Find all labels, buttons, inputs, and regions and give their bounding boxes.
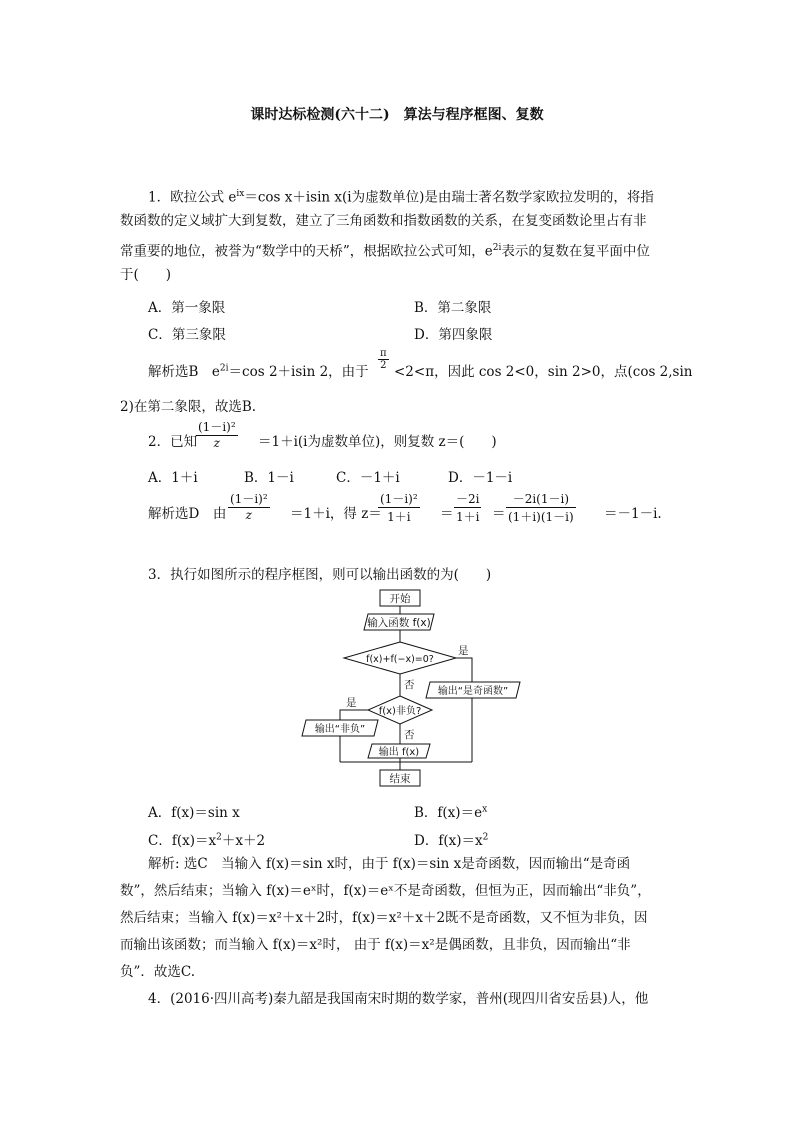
q2-solution-fraction1: $\frac{\text{(1－i)²}}{z}$ — [230, 492, 268, 522]
q2-option-a: A．1＋i — [148, 470, 198, 486]
q1-line3: 常重要的地位，被誉为“数学中的天桥”，根据欧拉公式可知，$e^{2i}$表示的复数在复平面中位 — [120, 243, 650, 260]
q2-solution-mid: ＝1＋i，得 z＝ — [290, 506, 382, 522]
q2-pre: 2．已知 — [148, 434, 198, 450]
q3-solution-line3: 然后结束；当输入 f(x)＝x²＋x＋2时，f(x)＝x²＋x＋2既不是奇函数，又不恒为非负，因 — [120, 910, 648, 926]
q2-solution-end: ＝－1－i. — [604, 506, 662, 522]
q3-stem: 3．执行如图所示的程序框图，则可以输出函数的为( ) — [148, 567, 492, 583]
q1-solution-fraction: $\frac{\pi}{2}$ — [380, 348, 387, 371]
flow-output-odd-label: 输出“是奇函数” — [437, 686, 509, 697]
q3-solution-line2: 数”，然后结束；当输入 f(x)＝eˣ时，f(x)＝eˣ不是奇函数，但恒为正，因而输出“非负”， — [120, 883, 651, 899]
q3-option-a: A．f(x)＝sin x — [148, 805, 240, 821]
q2-option-b: B．1－i — [244, 470, 294, 486]
q2-solution-fraction4: $\frac{-2i(1-i)}{(1+i)(1-i)}$ — [508, 492, 574, 524]
q1-option-a: A．第一象限 — [148, 300, 226, 316]
q2-fraction: $\frac{\text{(1－i)²}}{z}$ — [198, 420, 236, 450]
q2-solution-eq1: ＝ — [440, 506, 454, 522]
q1-option-b: B．第二象限 — [414, 300, 492, 316]
q2-option-c: C．－1＋i — [336, 470, 400, 486]
q3-option-d: D．$f(x)=x^2$ — [414, 832, 489, 849]
q1-solution-part1: 解析选B $e^{2i}=\cos$ 2＋isin 2，由于 — [148, 363, 369, 380]
q3-solution-line4: 而输出该函数；而当输入 f(x)＝x²时， 由于 f(x)＝x²是偶函数，且非负，因而输出“非 — [120, 937, 631, 953]
q1-line2: 数函数的定义域扩大到复数，建立了三角函数和指数函数的关系，在复变函数论里占有非 — [120, 213, 647, 229]
flow-input-label: 输入函数 f(x) — [367, 617, 431, 629]
flow-yes1-label: 是 — [458, 645, 469, 657]
flow-no2-label: 否 — [404, 729, 415, 741]
q1-line4: 于( ) — [120, 267, 172, 283]
q3-option-c: C．$f(x)=x^2+x+2$ — [148, 832, 266, 849]
flow-cond1-label: f(x)+f(−x)=0? — [366, 654, 434, 665]
q3-solution-line5: 负”．故选C. — [120, 964, 196, 980]
q1-solution-line2: 2)在第二象限，故选B. — [120, 399, 257, 415]
flow-output-nonneg-label: 输出“非负” — [314, 724, 366, 735]
q2-solution-eq2: ＝ — [492, 506, 506, 522]
q1-option-c: C．第三象限 — [148, 327, 226, 343]
flow-yes2-label: 是 — [346, 697, 357, 709]
q1-line1: 1．欧拉公式 $e^{ix}=\cos$ x＋isin x(i为虚数单位)是由瑞士著名数学家欧拉发明的，将指 — [148, 189, 654, 206]
q3-option-b: B．$f(x)=e^x$ — [414, 804, 488, 821]
page-title: 课时达标检测(六十二) 算法与程序框图、复数 — [250, 107, 544, 123]
flow-no1-label: 否 — [404, 679, 415, 691]
flowchart — [296, 586, 536, 792]
q2-solution-pre: 解析选D 由 — [148, 506, 227, 522]
flow-start-label: 开始 — [389, 593, 411, 605]
q2-post: ＝1＋i(i为虚数单位)，则复数 z＝( ) — [258, 434, 497, 450]
flow-cond2-label: f(x)非负? — [378, 706, 422, 717]
q2-solution-fraction2: $\frac{\text{(1－i)²}}{1+i}$ — [380, 492, 418, 524]
q1-option-d: D．第四象限 — [414, 327, 493, 343]
q3-solution-line1: 解析: 选C 当输入 f(x)＝sin x时，由于 f(x)＝sin x是奇函数，因而输出“是奇函 — [148, 856, 631, 872]
flow-end-label: 结束 — [389, 773, 411, 785]
flow-output-f-label: 输出 f(x) — [378, 747, 420, 758]
q2-option-d: D．－1－i — [448, 470, 513, 486]
q1-solution-part2: <2<π，因此 cos 2<0，sin 2>0，点(cos 2,sin — [394, 364, 693, 380]
q4-line1: 4．(2016·四川高考)秦九韶是我国南宋时期的数学家，普州(现四川省安岳县)人，他 — [148, 991, 649, 1007]
q2-solution-fraction3: $\frac{-2i}{1+i}$ — [456, 492, 480, 524]
